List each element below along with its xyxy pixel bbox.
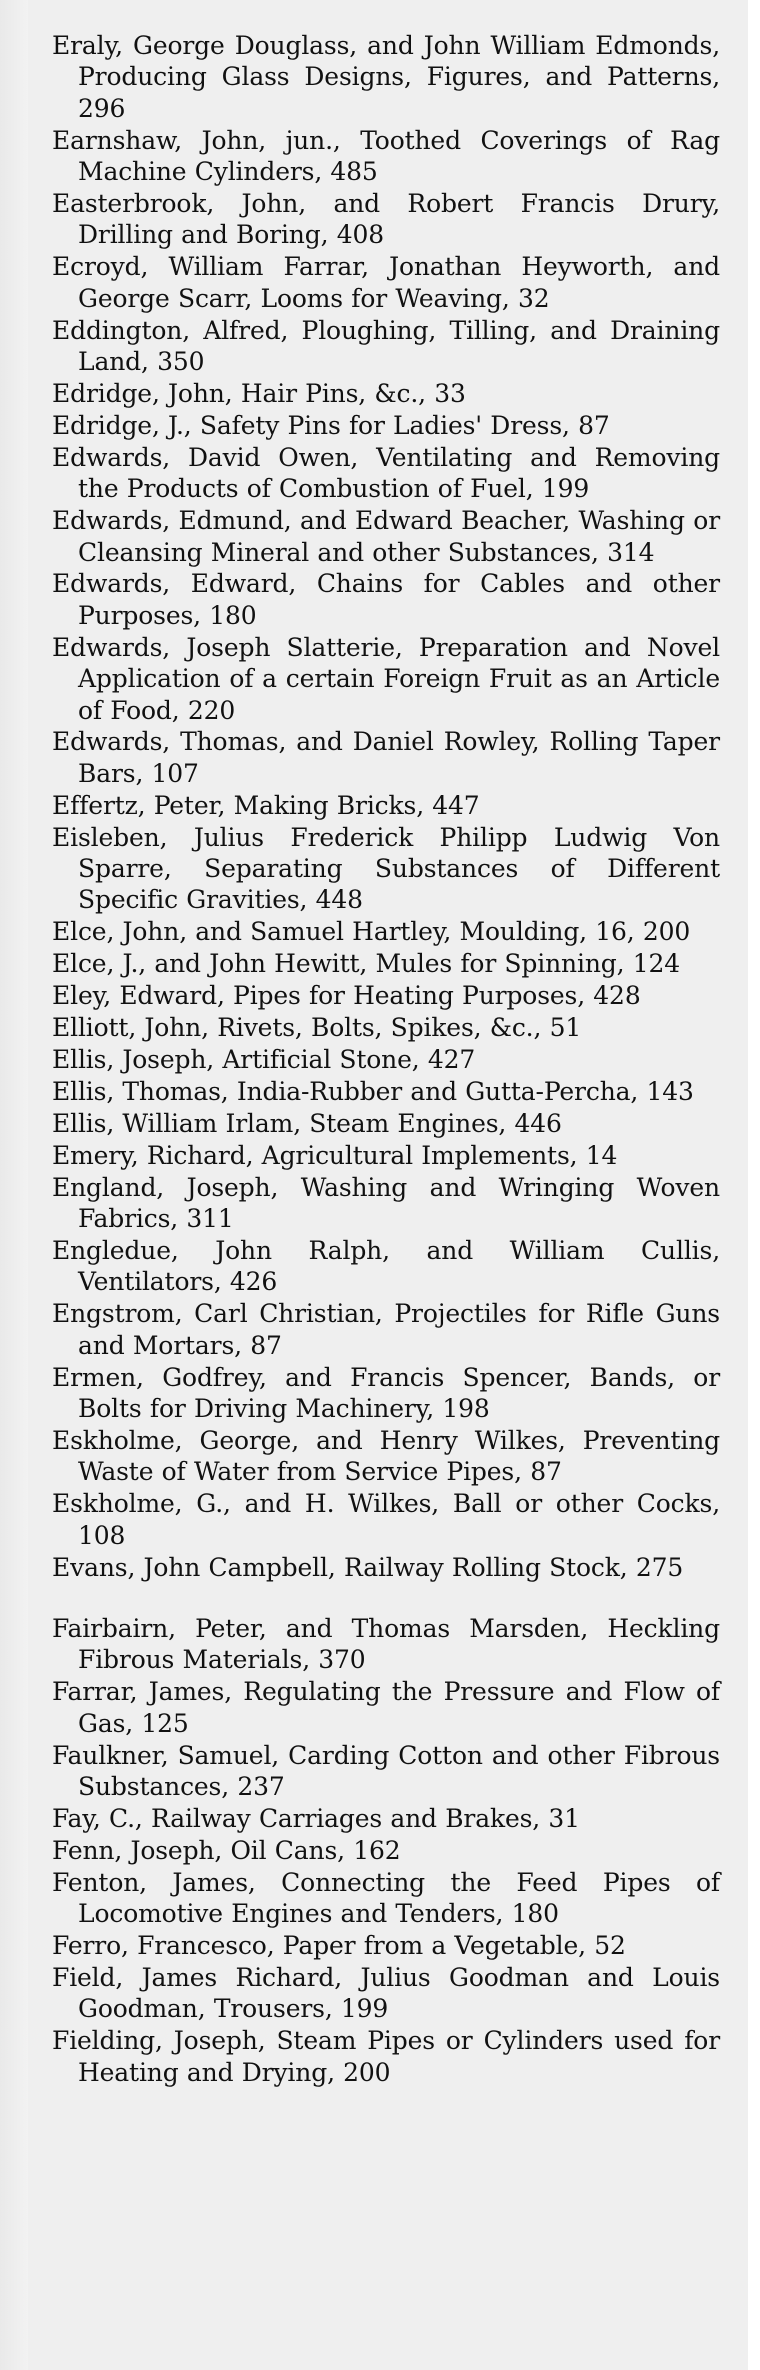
index-entry: Edwards, Thomas, and Daniel Rowley, Rolling Taper Bars, 107 [52,727,720,788]
index-entry: Edwards, Joseph Slatterie, Preparation and Novel Application of a certain Foreign Fruit as an Article of Food, 220 [52,632,720,725]
index-entry: Fay, C., Railway Carriages and Brakes, 31 [52,1803,580,1833]
index-entry: Effertz, Peter, Making Bricks, 447 [52,790,480,820]
index-entry: Ellis, Thomas, India-Rubber and Gutta-Percha, 143 [52,1076,694,1106]
page-right-margin [748,0,760,2370]
index-entry: Fenn, Joseph, Oil Cans, 162 [52,1835,401,1865]
index-entry: Engledue, John Ralph, and William Cullis, Ventilators, 426 [52,1235,720,1297]
index-entry: Elce, J., and John Hewitt, Mules for Spinning, 124 [52,949,681,979]
index-entry: Edridge, J., Safety Pins for Ladies' Dress, 87 [52,410,610,440]
index-entry: Earnshaw, John, jun., Toothed Coverings of Rag Machine Cylinders, 485 [52,125,720,187]
index-entry: Eskholme, G., and H. Wilkes, Ball or other Cocks, 108 [52,1489,720,1550]
index-section [52,1613,720,2088]
index-entry: Edwards, Edmund, and Edward Beacher, Washing or Cleansing Mineral and other Substances, 314 [52,506,720,567]
index-entry: Farrar, James, Regulating the Pressure and Flow of Gas, 125 [52,1677,720,1738]
index-entry: Eskholme, George, and Henry Wilkes, Preventing Waste of Water from Service Pipes, 87 [52,1425,720,1487]
index-entry: Ferro, Francesco, Paper from a Vegetable, 52 [52,1930,626,1960]
index-entry: Elliott, John, Rivets, Bolts, Spikes, &c., 51 [52,1013,582,1043]
index-entry: Ellis, Joseph, Artificial Stone, 427 [52,1045,476,1074]
index-entry: Easterbrook, John, and Robert Francis Drury, Drilling and Boring, 408 [52,189,720,250]
index-entry: Ellis, William Irlam, Steam Engines, 446 [52,1108,562,1138]
index-entry: Fielding, Joseph, Steam Pipes or Cylinders used for Heating and Drying, 200 [52,2026,720,2087]
index-entry: Emery, Richard, Agricultural Implements, 14 [52,1140,618,1170]
index-entry: Edridge, John, Hair Pins, &c., 33 [52,378,466,408]
index-entry: Evans, John Campbell, Railway Rolling Stock, 275 [52,1552,684,1582]
index-entry: Edwards, Edward, Chains for Cables and other Purposes, 180 [52,569,720,630]
index-entry: Eddington, Alfred, Ploughing, Tilling, and Draining Land, 350 [52,315,720,377]
index-entry: Eley, Edward, Pipes for Heating Purposes, 428 [52,981,641,1011]
index-section [52,30,720,1583]
index-entry: Eisleben, Julius Frederick Philipp Ludwig Von Sparre, Separating Substances of Different Specific Gravities, 448 [52,822,720,915]
index-entry: Faulkner, Samuel, Carding Cotton and other Fibrous Substances, 237 [52,1740,720,1801]
index-entry: Fenton, James, Connecting the Feed Pipes of Locomotive Engines and Tenders, 180 [52,1867,720,1929]
index-entry: Ermen, Godfrey, and Francis Spencer, Bands, or Bolts for Driving Machinery, 198 [52,1362,720,1423]
index-entry: England, Joseph, Washing and Wringing Woven Fabrics, 311 [52,1172,720,1234]
index-entry: Elce, John, and Samuel Hartley, Moulding, 16, 200 [52,917,691,947]
page-gutter-shade [0,0,28,2370]
index-entry: Fairbairn, Peter, and Thomas Marsden, Heckling Fibrous Materials, 370 [52,1613,720,1675]
index-entry: Eraly, George Douglass, and John William Edmonds, Producing Glass Designs, Figures, and Patterns, 296 [52,31,720,123]
index-entry: Ecroyd, William Farrar, Jonathan Heyworth, and George Scarr, Looms for Weaving, 32 [52,252,720,313]
index-entry: Engstrom, Carl Christian, Projectiles for Rifle Guns and Mortars, 87 [52,1299,720,1360]
index-entry: Edwards, David Owen, Ventilating and Removing the Products of Combustion of Fuel, 199 [52,442,720,504]
index-entry: Field, James Richard, Julius Goodman and Louis Goodman, Trousers, 199 [52,1962,720,2024]
index-column [52,30,720,2089]
